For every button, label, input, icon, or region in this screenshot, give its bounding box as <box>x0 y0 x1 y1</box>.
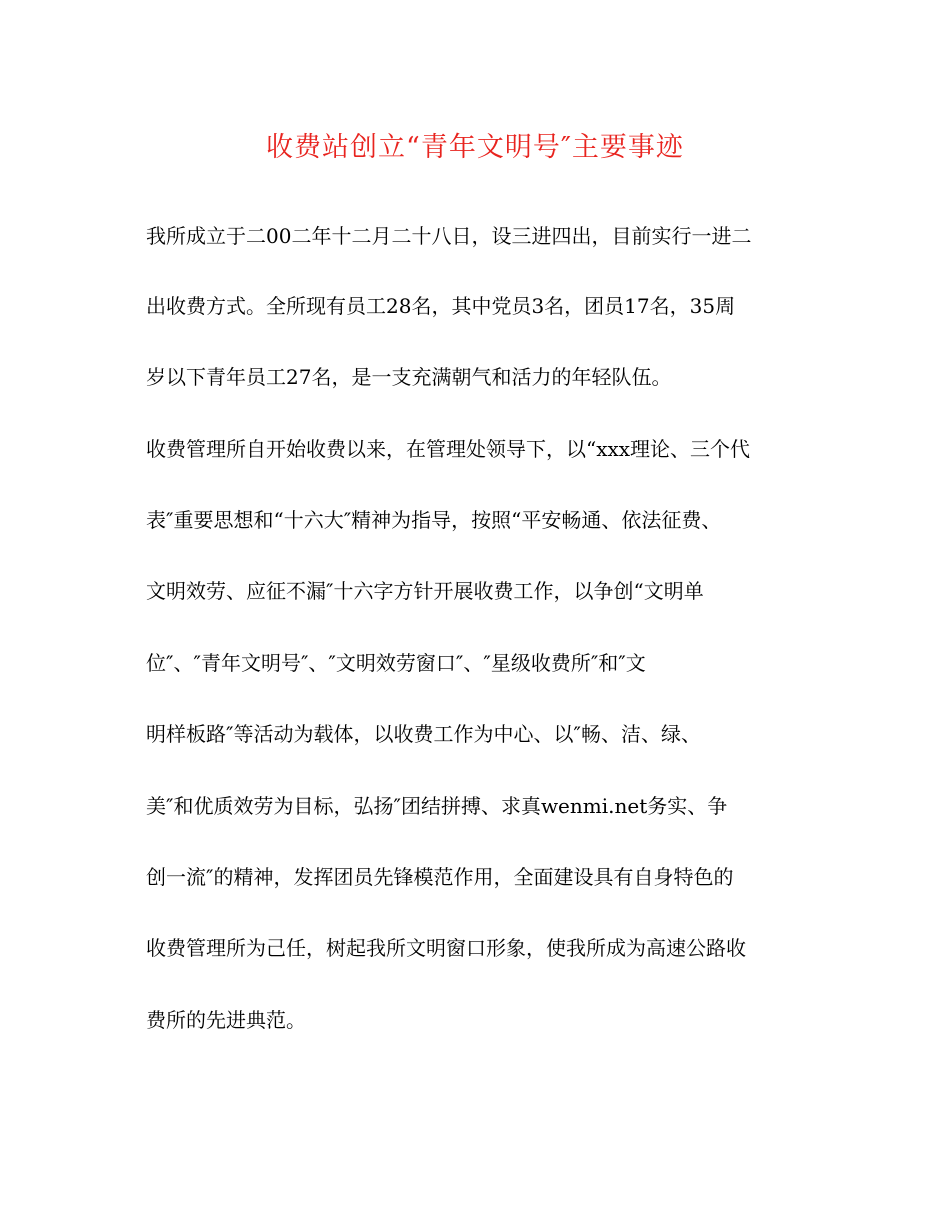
body-line-7: 位″、″青年文明号″、″文明效劳窗口″、″星级收费所″和″文 <box>146 651 646 675</box>
body-line-8: 明样板路″等活动为载体，以收费工作为中心、以″畅、洁、绿、 <box>146 722 701 746</box>
body-line-2: 出收费方式。全所现有员工28名，其中党员3名，团员17名，35周 <box>146 294 736 318</box>
document-title: 收费站创立“青年文明号″主要事迹 <box>266 132 684 163</box>
body-line-9: 美″和优质效劳为目标，弘扬″团结拼搏、求真wenmi.net务实、争 <box>146 794 728 818</box>
body-line-3: 岁以下青年员工27名，是一支充满朝气和活力的年轻队伍。 <box>146 365 672 389</box>
body-line-5: 表″重要思想和“十六大″精神为指导，按照“平安畅通、依法征费、 <box>146 508 722 532</box>
body-line-6: 文明效劳、应征不漏″十六字方针开展收费工作，以争创“文明单 <box>146 579 704 603</box>
body-line-10: 创一流″的精神，发挥团员先锋模范作用，全面建设具有自身特色的 <box>146 865 734 889</box>
body-line-12: 费所的先进典范。 <box>146 1008 306 1032</box>
body-line-1: 我所成立于二00二年十二月二十八日，设三进四出，目前实行一进二 <box>146 224 752 248</box>
body-line-4: 收费管理所自开始收费以来，在管理处领导下，以“xxx理论、三个代 <box>146 437 751 461</box>
body-line-11: 收费管理所为己任，树起我所文明窗口形象，使我所成为高速公路收 <box>146 936 746 960</box>
